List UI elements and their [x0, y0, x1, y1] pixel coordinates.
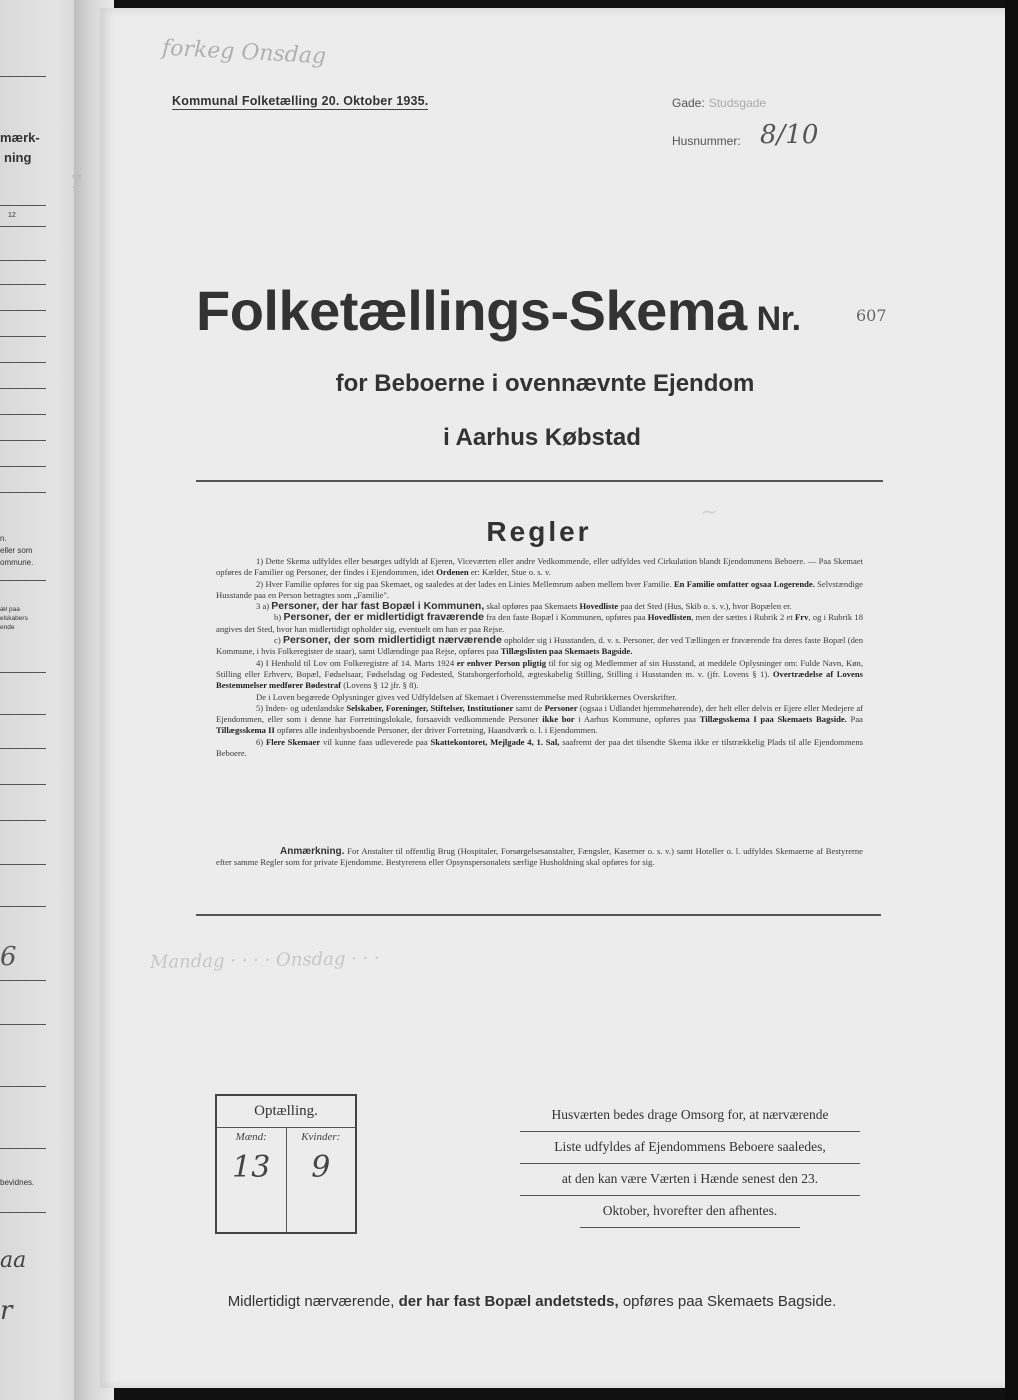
margin-text: æl paa [0, 606, 20, 613]
margin-rule [0, 466, 46, 467]
form-subtitle: for Beboerne i ovennævnte Ejendom [335, 370, 755, 397]
divider [196, 480, 883, 482]
margin-rule [0, 1024, 46, 1025]
margin-rule [0, 580, 46, 581]
margin-rule [0, 260, 46, 261]
margin-rule [0, 906, 46, 907]
margin-text: n. [0, 534, 7, 543]
form-number-stamp: 607 [856, 306, 887, 325]
margin-rule [0, 784, 46, 785]
margin-rule [0, 672, 46, 673]
bleed-through: ~ [699, 499, 719, 526]
margin-rule [0, 284, 46, 285]
street-field [672, 96, 766, 110]
rules-heading: Regler [486, 516, 592, 547]
count-box [215, 1094, 357, 1234]
form-number-label: Nr. [756, 300, 801, 338]
rule-3c: c) Personer, der som midlertidigt nærværende opholder sig i Husstanden, d. v. s. Personer, der ved Tællingen er fraværende fra deres faste Bopæl (den Kommune, i hvis Folkeregister de staar), samt Udlændinge paa Rejse, opføres paa Tillægslisten paa Skemaets Bagside. [216, 634, 863, 657]
margin-text: ende [0, 624, 15, 631]
notice-line: at den kan være Værten i Hænde senest den 23. [520, 1164, 860, 1196]
house-number-label: Husnummer: [672, 134, 741, 148]
pencil-annotation: Mandag · · · · Onsdag · · · [149, 947, 380, 974]
remark-text [216, 846, 863, 869]
margin-text: ning [4, 150, 32, 165]
margin-rule [0, 414, 46, 415]
margin-text: 12 [8, 212, 16, 219]
margin-rule [0, 1212, 46, 1213]
margin-rule [0, 336, 46, 337]
women-label: Kvinder: [301, 1131, 341, 1143]
women-column [286, 1128, 356, 1232]
margin-handwriting: r [0, 1296, 13, 1326]
margin-rule [0, 362, 46, 363]
rule-5: 5) Inden- og udenlandske Selskaber, Foreninger, Stiftelser, Institutioner samt de Personer (ogsaa i Udlandet hjemmehørende), der helt eller delvis er Ejere eller Medejere af Ejendommen, eller som i denne har Forretningslokale, forsaavidt vedkommende Personer ikke bor i Aarhus Kommune, opføres paa Tillægsskema I paa Skemaets Bagside. Paa Tillægsskema II opføres alle indenbysboende Personer, der driver Forretning, Haandværk o. l. i Ejendommen. [216, 702, 864, 736]
census-title: Kommunal Folketælling 20. Oktober 1935. [172, 94, 429, 108]
margin-handwriting: aa [0, 1248, 27, 1273]
rules-text [216, 556, 863, 759]
rule-3a: 3 a) Personer, der har fast Bopæl i Kommunen, skal opføres paa Skemaets Hovedliste paa det Sted (Hus, Skib o. s. v.), hvor Bopælen er. [256, 600, 792, 613]
margin-text: mærk- [0, 130, 40, 145]
landlord-notice [520, 1100, 860, 1228]
men-label: Mænd: [235, 1131, 267, 1143]
margin-rule [0, 205, 46, 206]
margin-rule [0, 76, 46, 77]
notice-line: Oktober, hvorefter den afhentes. [580, 1196, 800, 1228]
margin-rule [0, 980, 46, 981]
rule-2: 2) Hver Familie opføres for sig paa Skemaet, og saaledes at der lades en Linies Mellemrum aaben mellem hver Familie. En Familie omfatter ogsaa Logerende. Selvstændige Husstande paa en Person betragtes som „Familie". [216, 578, 863, 600]
margin-handwriting: 6 [0, 942, 17, 972]
street-value: Studsgade [708, 96, 767, 110]
margin-rule [0, 864, 46, 865]
margin-text: bevidnes. [0, 1178, 35, 1187]
form-title [196, 278, 801, 343]
margin-rule [0, 226, 46, 227]
street-label: Gade: [672, 96, 705, 110]
margin-handwriting: 7 [70, 172, 82, 193]
margin-rule [0, 1086, 46, 1087]
margin-text: elskabers [0, 615, 28, 622]
notice-line: Husværten bedes drage Omsorg for, at nærværende [520, 1100, 860, 1132]
rule-4b: De i Loven begærede Oplysninger gives ved Udfyldelsen af Skemaet i Overensstemmelse med Rubrikkernes Overskrifter. [256, 691, 677, 702]
notice-line: Liste udfyldes af Ejendommens Beboere saaledes, [520, 1132, 860, 1164]
margin-text: ommune. [0, 558, 34, 567]
house-number-value: 8/10 [760, 120, 819, 150]
margin-rule [0, 820, 46, 821]
rule-4: 4) I Henhold til Lov om Folkeregistre af 14. Marts 1924 er enhver Person pligtig til for sig og Medlemmer af sin Husstand, at meddele Oplysninger om: Fulde Navn, Køn, Stilling eller Erhverv, Bopæl, Fødselsaar, Fødselsdag og Fødested, Statsborgerforhold, ægteskabelig Stilling, Stilling i Husstanden m. v. (jfr. Lovens § 1). Overtrædelse af Lovens Bestemmelser medfører Bødestraf (Lovens § 12 jfr. § 8). [216, 657, 863, 691]
rule-3b: b) Personer, der er midlertidigt fraværende fra den faste Bopæl i Kommunen, opføres paa Hovedlisten, men der sættes i Rubrik 2 et Frv, og i Rubrik 18 angives det Sted, hvor han midlertidigt opholder sig, eventuelt om han er paa Rejse. [216, 611, 863, 634]
margin-rule [0, 1148, 46, 1149]
remark-body: For Anstalter til offentlig Brug (Hospitaler, Forsørgelsesanstalter, Fængsler, Kaserner o. s. v.) samt Hoteller o. l. udfyldes Skemaerne af Bestyrerne efter samme Regler som for private Ejendomme. Bestyrerens eller Opsynspersonalets særlige Husholdning skal opføres for sig. [216, 846, 864, 868]
remark-lead: Anmærkning. [280, 846, 345, 857]
house-number-field [672, 120, 819, 150]
scan-border [1005, 0, 1018, 1400]
rule-1: 1) Dette Skema udfyldes eller besørges udfyldt af Ejeren, Viceværten eller andre Vedkommende, eller udfyldes ved Cirkulation blandt Ejendommens Beboere. — Paa Skemaet opføres de Familier og Personer, der findes i Ejendommen, idet Ordenen er: Kælder, Stue o. s. v. [216, 556, 863, 578]
women-count: 9 [311, 1150, 331, 1185]
margin-rule [0, 748, 46, 749]
margin-text: eller som [0, 546, 33, 555]
margin-rule [0, 310, 46, 311]
rule-6: 6) Flere Skemaer vil kunne faas udleverede paa Skattekontoret, Mejlgade 4, 1. Sal, saafremt der paa det tilsendte Skema ikke er tilstrækkelig Plads til alle Ejendommens Beboere. [216, 736, 863, 759]
divider [196, 914, 881, 916]
form-title-text: Folketællings-Skema [196, 279, 747, 342]
pencil-annotation: forkeg Onsdag [161, 35, 327, 70]
margin-rule [0, 492, 46, 493]
count-title: Optælling. [217, 1096, 355, 1128]
footer-note: Midlertidigt nærværende, der har fast Bopæl andetsteds, opføres paa Skemaets Bagside. [227, 1293, 837, 1310]
form-subtitle-city: i Aarhus Købstad [443, 424, 641, 451]
men-count: 13 [232, 1150, 271, 1185]
margin-rule [0, 714, 46, 715]
men-column [217, 1128, 286, 1232]
